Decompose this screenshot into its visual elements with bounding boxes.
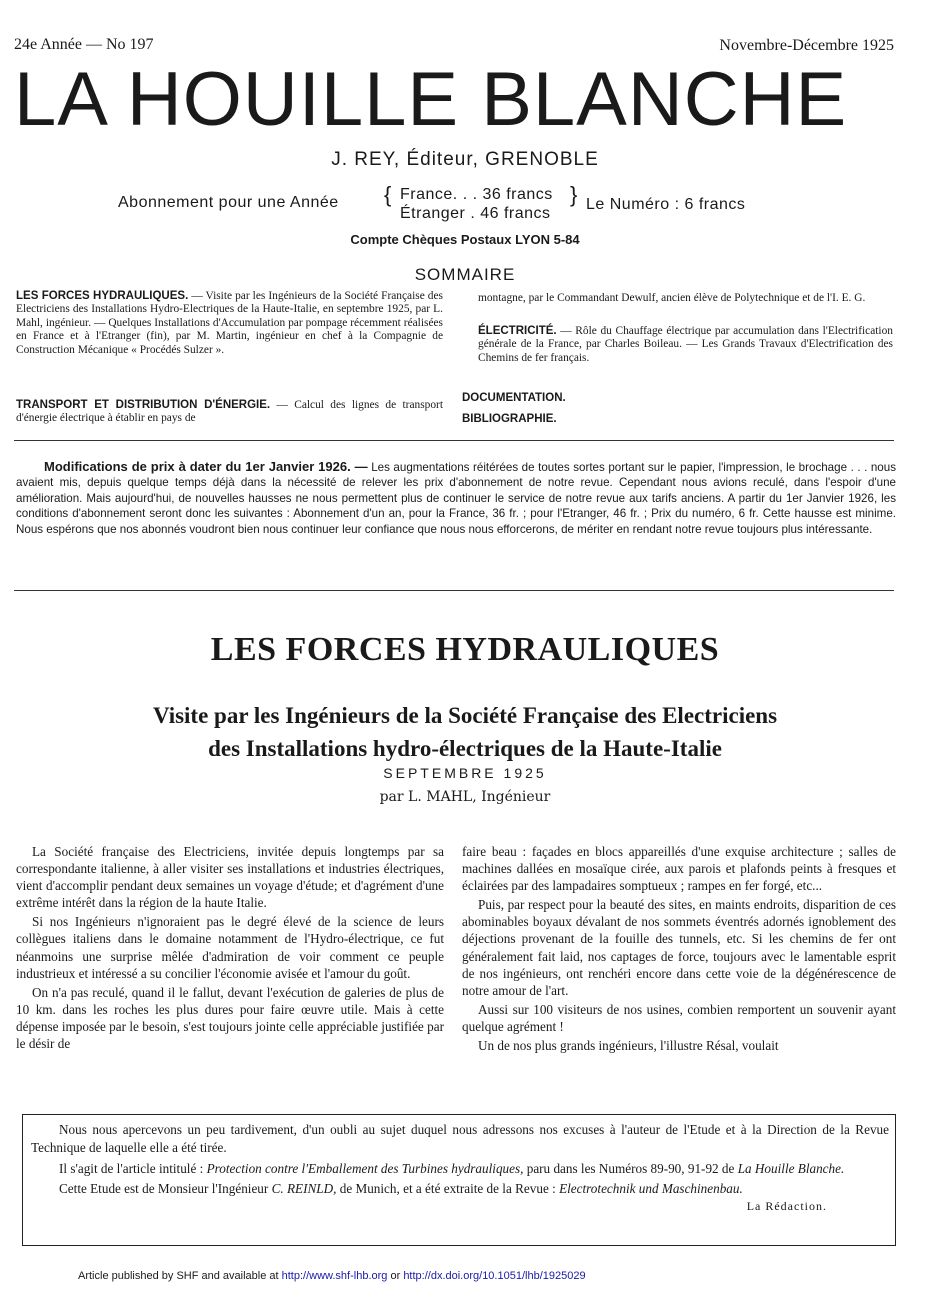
article-author: par L. MAHL, Ingénieur (379, 789, 551, 805)
sommaire-heading: SOMMAIRE (414, 265, 516, 284)
paragraph: Puis, par respect pour la beauté des sites, en maints endroits, disparition de ces abominables boyaux dévalant de nos sommets éventrés adornés ignoblement des déjections provenant de la fouille des tunnels, etc. Si les chemins de fer ont généralement fait laid, nos captages de force, toujours avec le lamentable esprit de nos ingénieurs, ont renchéri encore dans cette voie de la dégénérescence de notre amour de l'art. (462, 897, 896, 998)
price-numero: Le Numéro : 6 francs (586, 196, 746, 213)
signature: La Rédaction. (746, 1199, 827, 1214)
paragraph: Un de nos plus grands ingénieurs, l'illustre Résal, voulait (478, 1038, 779, 1054)
paragraph: Si nos Ingénieurs n'ignoraient pas le degré élevé de la science de leurs collègues italiens dans le domaine notamment de l'Hydro-électrique, ce fut néanmoins une surprise mêlée d'admiration de voir comment ce peuple industrieux et intéressé a su concilier l'économie avisée et l'amour du goût. (16, 914, 444, 981)
toc-head: TRANSPORT ET DISTRIBUTION D'ÉNERGIE. (16, 399, 271, 411)
divider (14, 590, 894, 591)
paragraph: On n'a pas reculé, quand il le fallut, devant l'exécution de galeries de plus de 10 km. dans les roches les plus dures pour faire œuvre utile. Mais à cette dépense imposée par le besoin, s'est toujours jointe celle appréciable justifiée par le désir de (16, 984, 444, 1052)
toc-text: — Rôle du Chauffage électrique par accumulation dans l'Electrification générale de la France, par Charles Boileau. — Les Grands Travaux d'Electrification des Chemins de fer français. (478, 325, 893, 364)
erratum-p1: Nous nous apercevons un peu tardivement, d'un oubli au sujet duquel nous adressons nos excuses à l'auteur de l'Etude et à la Direction de la Revue Technique de laquelle elle a été tirée. (31, 1122, 889, 1155)
toc-item-electricite (478, 325, 893, 365)
price-notice-text: Les augmentations réitérées de toutes sortes portant sur le papier, l'impression, le brochage . . . nous avaient mis, depuis quelque temps déjà dans la nécessité de relever les prix d'abonnement de notre revue. Cependant nous avions reculé, dans l'espoir d'une amélioration. Mais aujourd'hui, de nouvelles hausses ne nous permettent plus de continuer le service de notre revue aux tarifs anciens. A partir du 1er Janvier 1926, les conditions d'abonnement seront donc les suivantes : Abonnement d'un an, pour la France, 36 fr. ; pour l'Etranger, 46 fr. ; Prix du numéro, 6 fr. Cette hausse est minime. Nous espérons que nos abonnés voudront bien nous continuer leur confiance que nous nous efforcerons, de mériter en rendant notre revue toujours plus intéressante. (16, 461, 896, 536)
article-date: SEPTEMBRE 1925 (383, 765, 547, 781)
subscription-label: Abonnement pour une Année (118, 194, 339, 211)
publisher-line: J. REY, Éditeur, GRENOBLE (331, 149, 599, 170)
price-france: France. . . 36 francs (400, 186, 553, 203)
issue-date: Novembre-Décembre 1925 (719, 37, 894, 54)
erratum-p2: Il s'agit de l'article intitulé : Protection contre l'Emballement des Turbines hydrauliques, paru dans les Numéros 89-90, 91-92 de La Houille Blanche. (59, 1160, 845, 1176)
masthead-title: LA HOUILLE BLANCHE (14, 57, 848, 142)
article-title: Visite par les Ingénieurs de la Société Française des Electriciens des Installations hydro-électriques de la Haute-Italie (152, 703, 778, 761)
section-title: LES FORCES HYDRAULIQUES (210, 631, 720, 668)
issue-number: 24e Année — No 197 (14, 36, 154, 53)
toc-text: — Calcul des lignes de transport d'énergie électrique à établir en pays de (16, 399, 443, 425)
paragraph: La Société française des Electriciens, invitée depuis longtemps par sa correspondante italienne, à aller visiter ses installations et industries électriques, vient d'accomplir pendant deux semaines un voyage d'étude; et d'agrément d'une extrême intérêt dans la région de la haute Italie. (16, 844, 444, 911)
paragraph: Aussi sur 100 visiteurs de nos usines, combien remportent un souvenir ayant quelque agrément ! (462, 1001, 896, 1034)
shf-link[interactable]: http://www.shf-lhb.org (281, 1270, 388, 1282)
doi-link[interactable]: http://dx.doi.org/10.1051/lhb/1925029 (403, 1270, 586, 1282)
toc-item-forces-hydrauliques (16, 290, 443, 357)
article-column-left (16, 843, 444, 1054)
toc-item-documentation: DOCUMENTATION. (462, 392, 566, 404)
price-notice-head: Modifications de prix à dater du 1er Janvier 1926. — (44, 459, 368, 474)
toc-head: ÉLECTRICITÉ. (478, 325, 557, 337)
toc-item-transport (16, 399, 443, 426)
erratum-box (22, 1114, 896, 1246)
price-etranger: Étranger . 46 francs (400, 205, 551, 222)
compte-cheques: Compte Chèques Postaux LYON 5-84 (350, 232, 580, 247)
price-notice (16, 459, 896, 537)
toc-text: — Visite par les Ingénieurs de la Société Française des Electriciens des Installations Hydro-Electriques de la Haute-Italie, en septembre 1925, par L. Mahl, ingénieur. — Quelques Installations d'Accumulation par pompage récemment réalisées en France et à l'Etranger (fin), par M. Martin, ingénieur en chef à la Compagnie de Construction Mécanique « Procédés Sulzer ». (16, 290, 443, 356)
toc-item-bibliographie: BIBLIOGRAPHIE. (462, 413, 557, 425)
footer: Article published by SHF and available at http://www.shf-lhb.org or http://dx.doi.org/10.1051/lhb/1925029 (78, 1270, 586, 1282)
toc-item-transport-cont: montagne, par le Commandant Dewulf, ancien élève de Polytechnique et de l'I. E. G. (478, 292, 866, 304)
toc-head: LES FORCES HYDRAULIQUES. (16, 290, 189, 302)
paragraph: faire beau : façades en blocs appareillés d'une exquise architecture ; salles de machines dallées en mosaïque cirée, aux parois et plafonds peints à fresques et éclairées par des lampadaires somptueux ; rampes en fer forgé, etc... (462, 844, 896, 894)
divider (14, 440, 894, 441)
erratum-p3: Cette Etude est de Monsieur l'Ingénieur C. REINLD, de Munich, et a été extraite de la Revue : Electrotechnik und Maschinenbau. La Rédaction. (31, 1180, 889, 1198)
article-column-right (462, 843, 896, 1056)
